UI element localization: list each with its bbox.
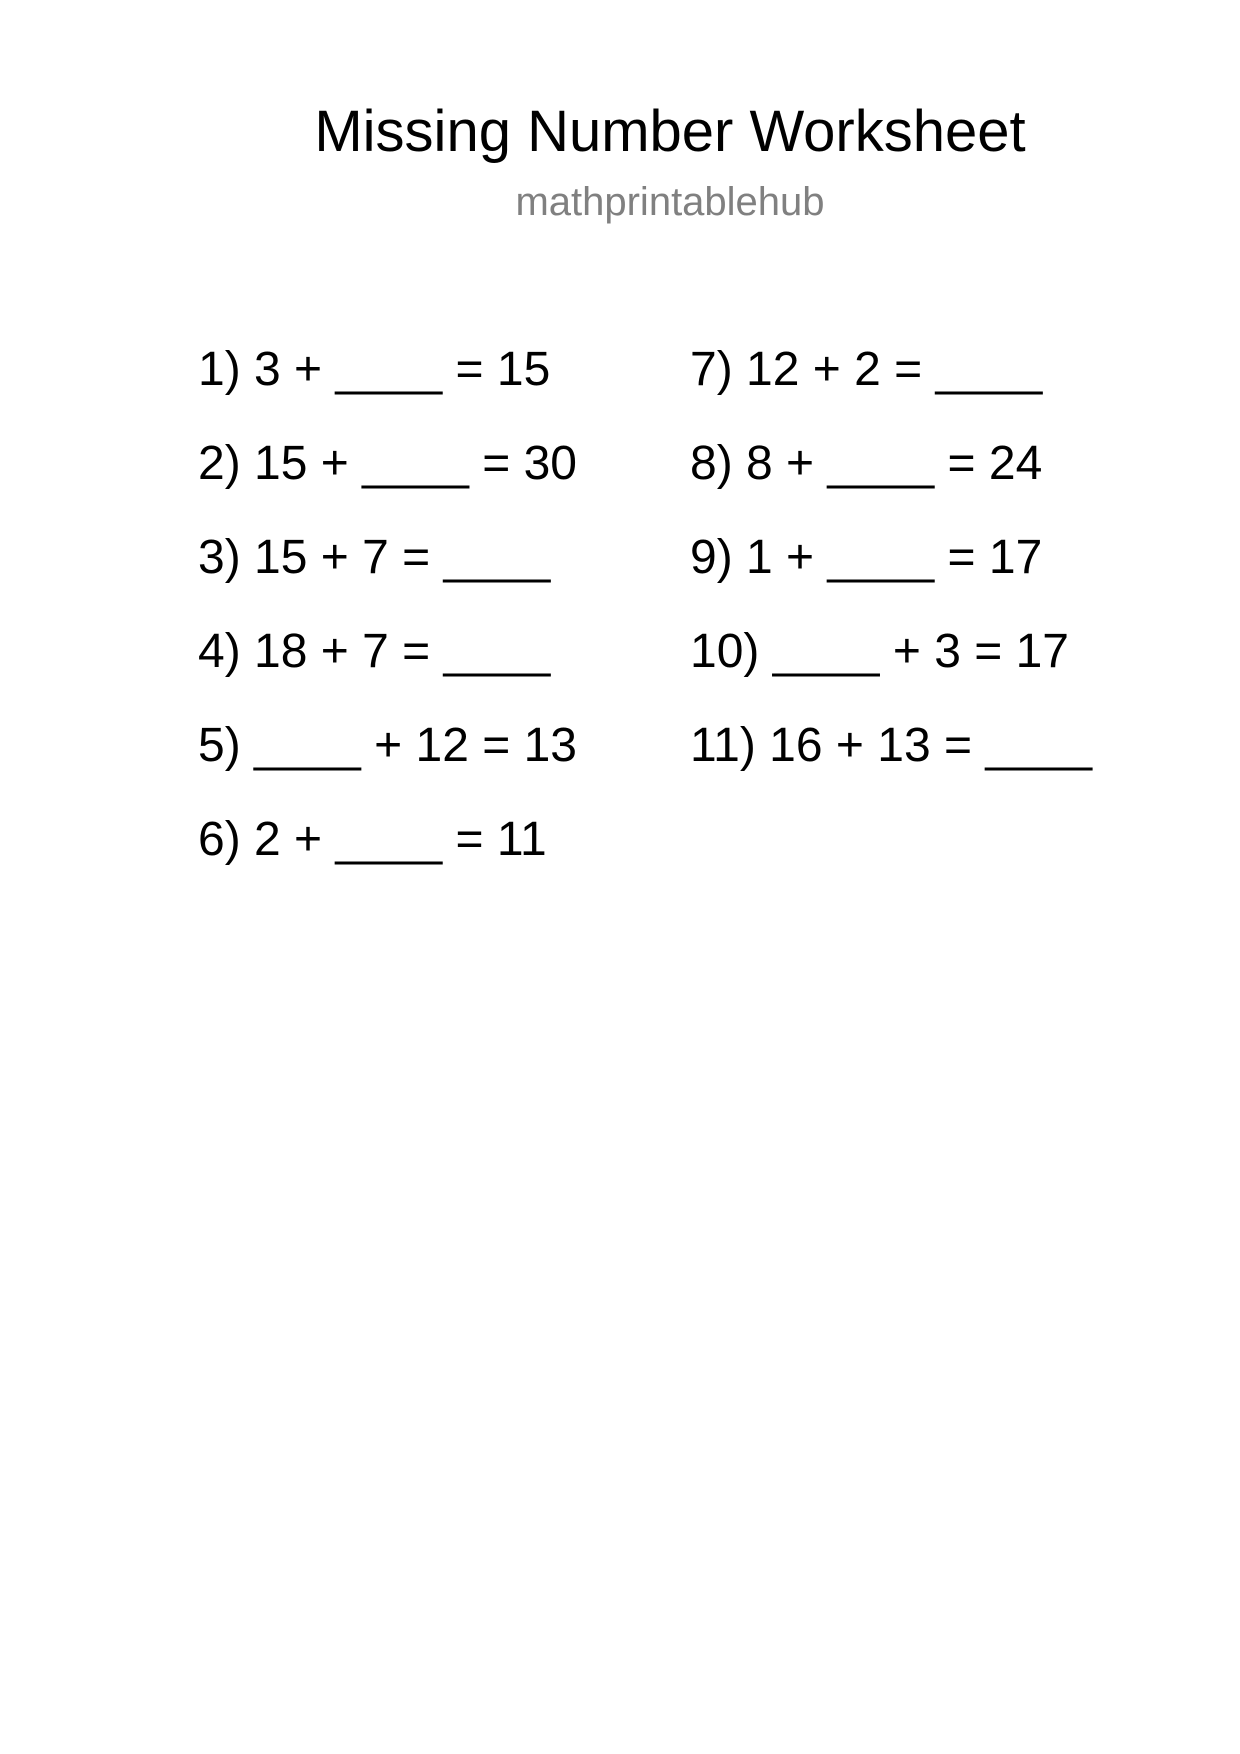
problem-6: 6) 2 + ____ = 11 <box>198 813 547 866</box>
problem-7: 7) 12 + 2 = ____ <box>690 343 1043 396</box>
problem-8: 8) 8 + ____ = 24 <box>690 437 1043 490</box>
problem-5: 5) ____ + 12 = 13 <box>198 719 577 772</box>
problem-9: 9) 1 + ____ = 17 <box>690 531 1043 584</box>
problems-column-left <box>198 339 577 903</box>
problem-2: 2) 15 + ____ = 30 <box>198 437 577 490</box>
problem-1: 1) 3 + ____ = 15 <box>198 343 551 396</box>
problem-10: 10) ____ + 3 = 17 <box>690 625 1069 678</box>
problems-column-right <box>690 339 1092 809</box>
problem-4: 4) 18 + 7 = ____ <box>198 625 551 678</box>
problem-3: 3) 15 + 7 = ____ <box>198 531 551 584</box>
worksheet-subtitle: mathprintablehub <box>515 180 825 224</box>
worksheet-title: Missing Number Worksheet <box>314 99 1026 164</box>
problem-11: 11) 16 + 13 = ____ <box>690 719 1093 772</box>
